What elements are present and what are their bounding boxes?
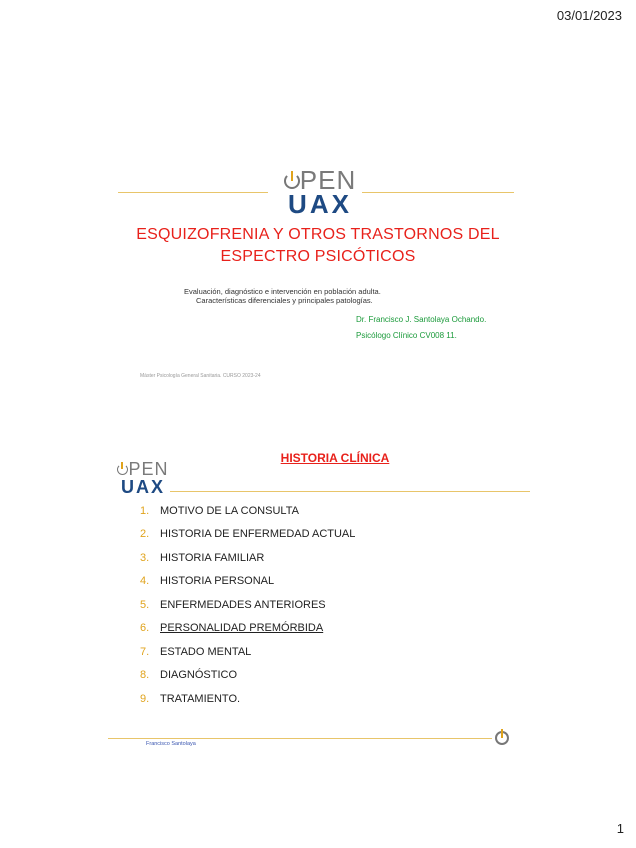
list-item [140, 593, 355, 617]
title-line-1: ESQUIZOFRENIA Y OTROS TRASTORNOS DEL [136, 226, 500, 243]
logo-open-label: PEN [128, 459, 169, 479]
list-item [140, 640, 355, 664]
slide1-footer: Máster Psicología General Sanitaria. CURSO 2023-24 [140, 373, 261, 379]
logo-open-label: PEN [299, 165, 357, 195]
list-item-number: 2. [140, 528, 150, 541]
list-item-number: 8. [140, 669, 150, 682]
list-item-number: 1. [140, 504, 150, 517]
list-item-number: 4. [140, 575, 150, 588]
list-item-label: HISTORIA DE ENFERMEDAD ACTUAL [160, 528, 356, 541]
list-item [140, 617, 355, 641]
page-number: 1 [616, 821, 624, 836]
subtitle-line-2: Características diferenciales y principales patologías. [196, 296, 373, 305]
slide-title [118, 224, 518, 268]
title-line-2: ESPECTRO PSICÓTICOS [220, 248, 416, 265]
list-item-label: DIAGNÓSTICO [160, 669, 238, 682]
list-item-label: TRATAMIENTO. [160, 692, 241, 705]
author-credential: Psicólogo Clínico CV008 11. [356, 331, 457, 340]
heading-divider [170, 491, 530, 492]
logo-open-text [116, 460, 170, 478]
list-item-label: HISTORIA PERSONAL [160, 575, 275, 588]
list-item-label: MOTIVO DE LA CONSULTA [160, 504, 299, 517]
author-block [356, 312, 486, 344]
openuax-logo-small [116, 460, 170, 496]
list-item-label: ESTADO MENTAL [160, 645, 252, 658]
author-name: Dr. Francisco J. Santolaya Ochando. [356, 315, 487, 324]
list-item-number: 9. [140, 692, 150, 705]
list-item [140, 687, 355, 711]
slide-subtitle [184, 287, 381, 305]
power-icon [284, 173, 300, 189]
list-item-number: 5. [140, 598, 150, 611]
slide2-footer: Francisco Santolaya [146, 741, 196, 747]
clinical-history-list [140, 499, 355, 711]
power-icon [117, 464, 128, 475]
logo-uax-text: UAX [288, 189, 352, 219]
list-item-number: 6. [140, 622, 150, 635]
list-item [140, 546, 355, 570]
list-item-label: PERSONALIDAD PREMÓRBIDA [160, 622, 324, 635]
footer-divider [108, 738, 492, 739]
divider-left [118, 192, 268, 193]
list-item [140, 523, 355, 547]
subtitle-line-1: Evaluación, diagnóstico e intervención en población adulta. [184, 287, 381, 296]
list-item [140, 499, 355, 523]
list-item-label: ENFERMEDADES ANTERIORES [160, 598, 326, 611]
document-date: 03/01/2023 [556, 8, 622, 23]
list-item [140, 664, 355, 688]
list-item-number: 3. [140, 551, 150, 564]
list-item-number: 7. [140, 645, 150, 658]
section-heading: HISTORIA CLÍNICA [280, 451, 390, 465]
list-item [140, 570, 355, 594]
openuax-logo [278, 165, 362, 219]
logo-uax-text: UAX [120, 477, 165, 497]
power-icon [495, 731, 509, 745]
list-item-label: HISTORIA FAMILIAR [160, 551, 265, 564]
divider-right [362, 192, 514, 193]
footer-power-logo [495, 731, 509, 750]
